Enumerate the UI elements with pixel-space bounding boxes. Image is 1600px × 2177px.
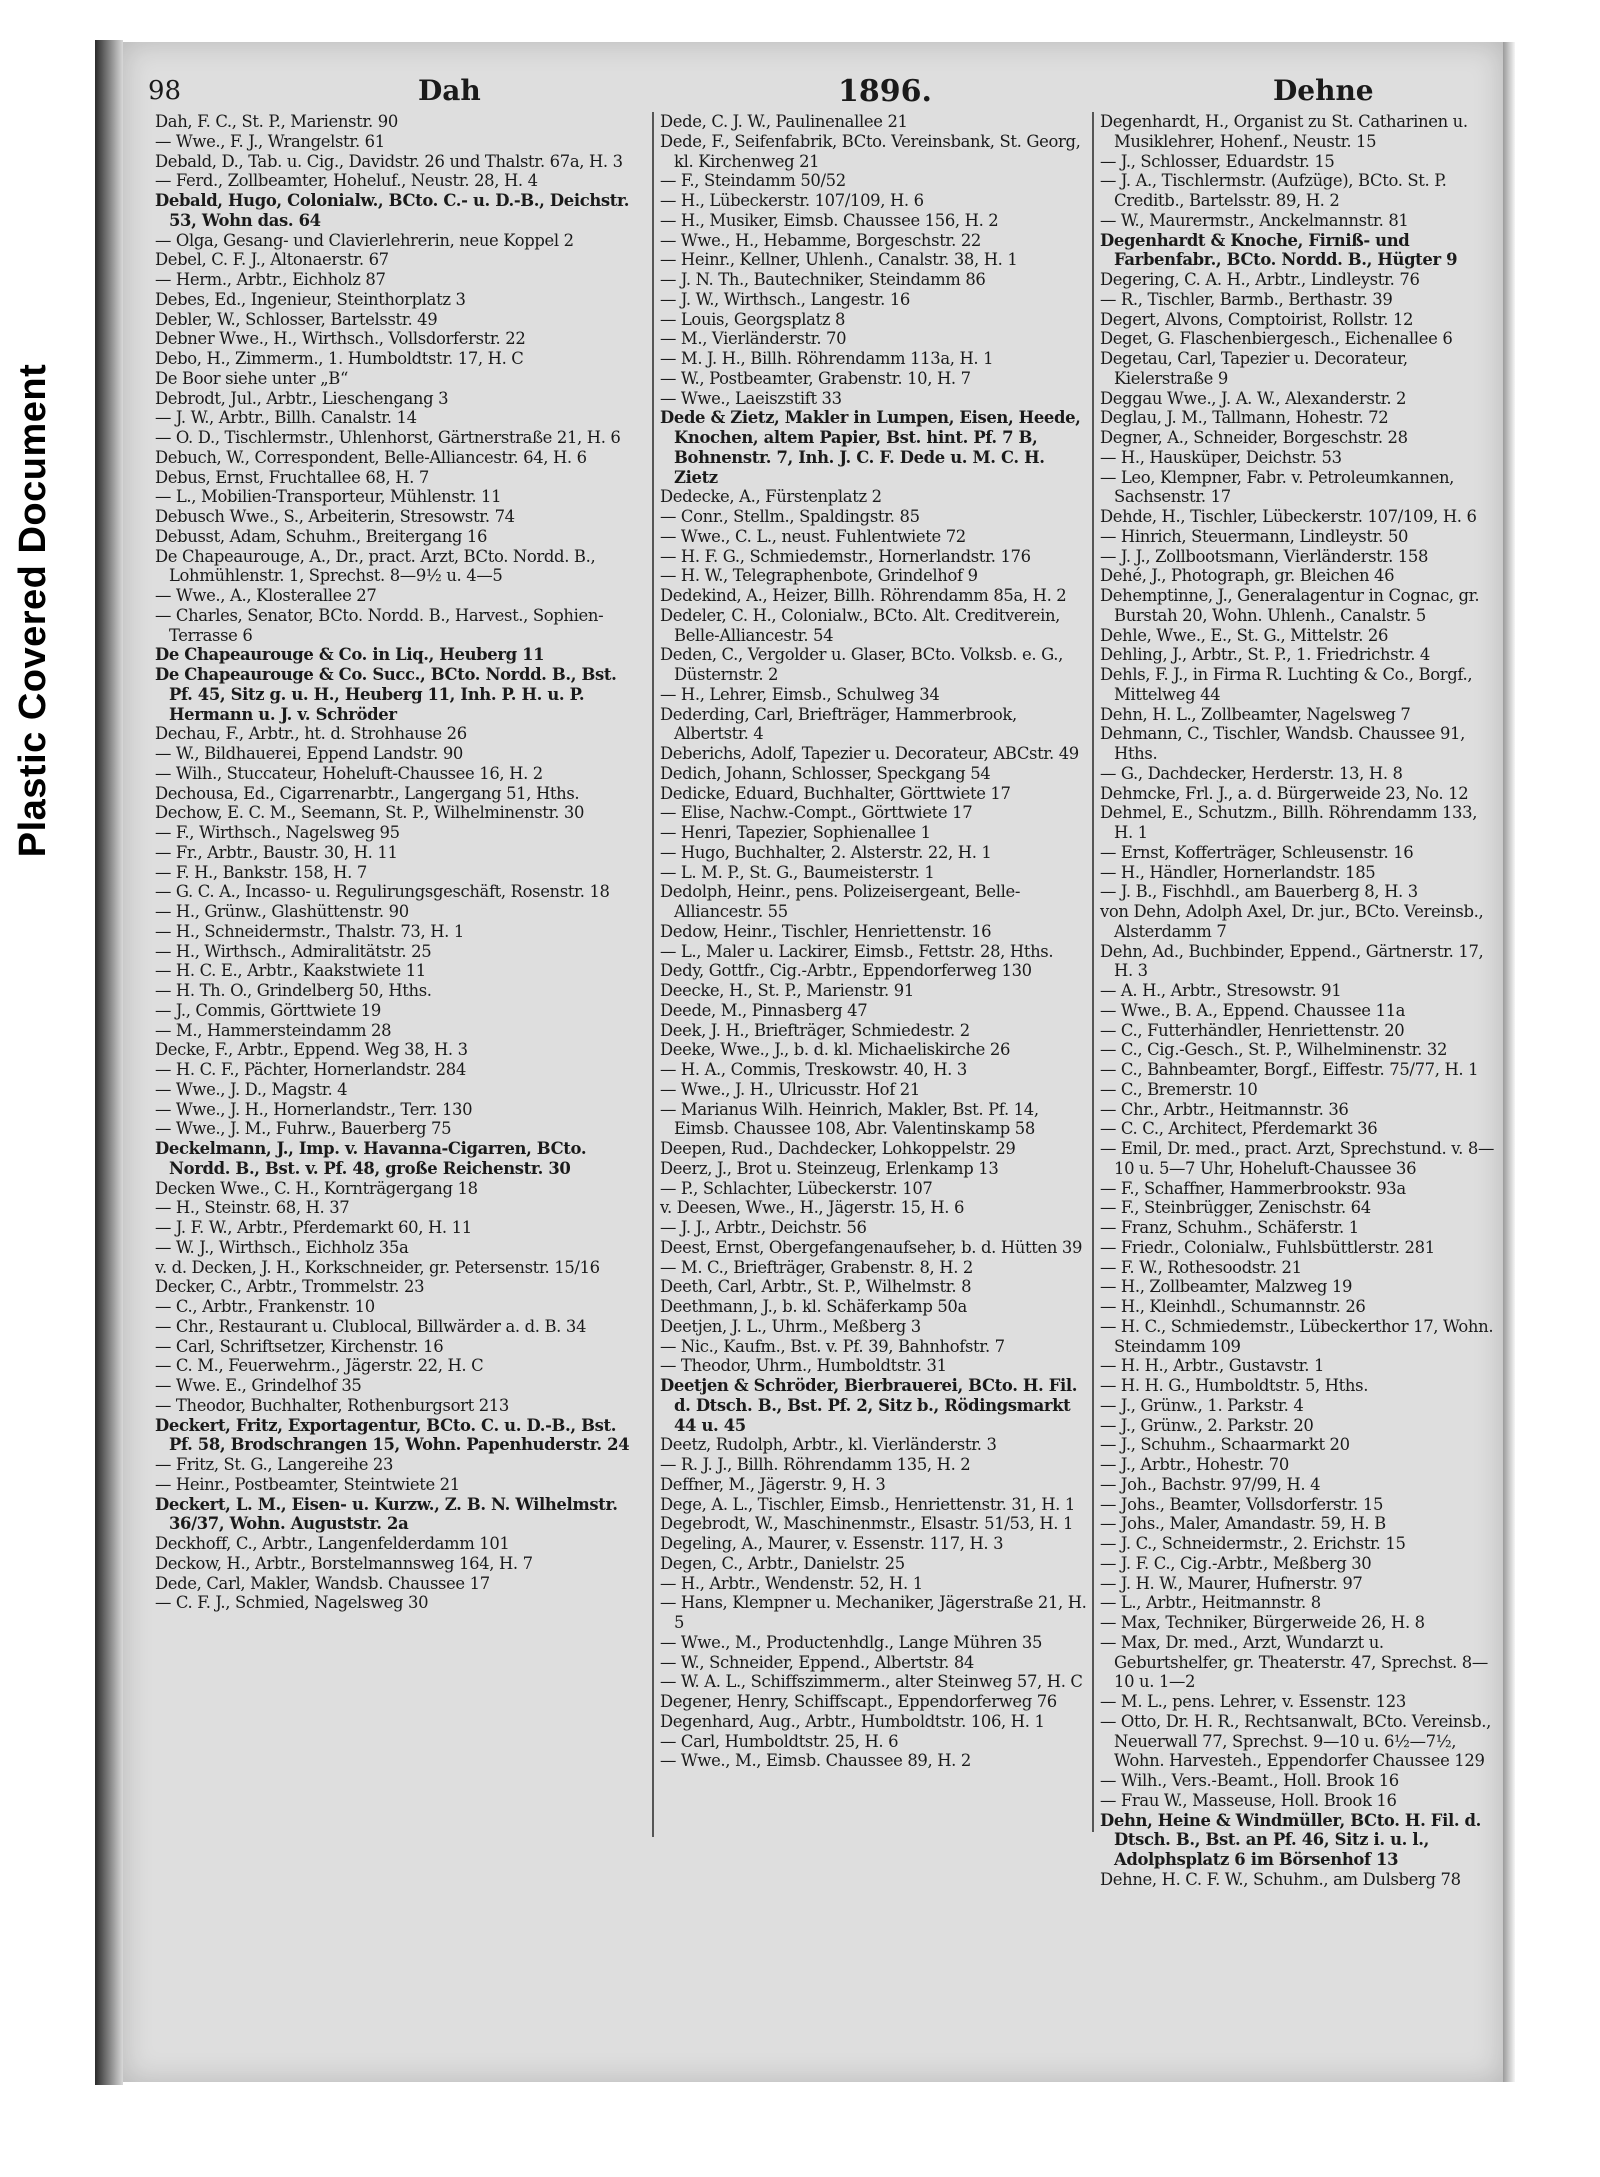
directory-entry: Dehde, H., Tischler, Lübeckerstr. 107/109, H. 6 xyxy=(1100,507,1477,526)
directory-entry: — G., Dachdecker, Herderstr. 13, H. 8 xyxy=(1100,763,1403,783)
directory-entry: Dehn, Heine & Windmüller, BCto. H. Fil. d. Dtsch. B., Bst. an Pf. 46, Sitz i. u. l., Adolphsplatz 6 im Börsenhof 13 xyxy=(1100,1810,1482,1869)
directory-entry: Debel, C. F. J., Altonaerstr. 67 xyxy=(155,250,389,270)
directory-entry: Degering, C. A. H., Arbtr., Lindleystr. 76 xyxy=(1100,270,1420,289)
directory-entry: Dehé, J., Photograph, gr. Bleichen 46 xyxy=(1100,566,1395,586)
directory-entry: — Louis, Georgsplatz 8 xyxy=(660,309,846,329)
directory-entry: — H. H., Arbtr., Gustavstr. 1 xyxy=(1100,1356,1325,1376)
directory-entry: Debusst, Adam, Schuhm., Breitergang 16 xyxy=(155,526,488,546)
scan-side-label xyxy=(4,330,64,890)
binding-shadow xyxy=(95,40,123,2085)
directory-entry: — L. M. P., St. G., Baumeisterstr. 1 xyxy=(660,862,935,882)
directory-entry: Dede, C. J. W., Paulinenallee 21 xyxy=(660,112,908,131)
directory-entry: — C., Futterhändler, Henriettenstr. 20 xyxy=(1100,1020,1405,1040)
directory-entry: — Chr., Restaurant u. Clublocal, Billwärder a. d. B. 34 xyxy=(155,1316,587,1336)
directory-entry: Deetjen & Schröder, Bierbrauerei, BCto. H. Fil. d. Dtsch. B., Bst. Pf. 2, Sitz b., Rödingsmarkt 44 u. 45 xyxy=(660,1376,1078,1435)
directory-entry: — Theodor, Buchhalter, Rothenburgsort 213 xyxy=(155,1395,509,1415)
directory-column-3 xyxy=(1100,112,1500,1890)
directory-entry: Deckhoff, C., Arbtr., Langenfelderdamm 101 xyxy=(155,1534,510,1553)
directory-entry: Deckert, Fritz, Exportagentur, BCto. C. u. D.-B., Bst. Pf. 58, Brodschrangen 15, Wohn. Papenhuderstr. 24 xyxy=(155,1415,630,1455)
directory-entry: — J. B., Fischhdl., am Bauerberg 8, H. 3 xyxy=(1100,882,1418,902)
directory-entry: — J., Grünw., 1. Parkstr. 4 xyxy=(1100,1395,1304,1415)
directory-entry: Dedy, Gottfr., Cig.-Arbtr., Eppendorferweg 130 xyxy=(660,961,1032,981)
directory-entry: — C., Arbtr., Frankenstr. 10 xyxy=(155,1297,375,1316)
directory-entry: — G. C. A., Incasso- u. Regulirungsgeschäft, Rosenstr. 18 xyxy=(155,882,610,902)
directory-entry: — L., Maler u. Lackirer, Eimsb., Fettstr. 28, Hths. xyxy=(660,941,1054,961)
directory-entry: — J. J., Zollbootsmann, Vierländerstr. 158 xyxy=(1100,546,1429,566)
directory-entry: — J. A., Tischlermstr. (Aufzüge), BCto. St. P. Creditb., Bartelsstr. 89, H. 2 xyxy=(1100,171,1447,210)
directory-entry: Deckert, L. M., Eisen- u. Kurzw., Z. B. N. Wilhelmstr. 36/37, Wohn. Auguststr. 2a xyxy=(155,1494,618,1534)
directory-entry: Deglau, J. M., Tallmann, Hohestr. 72 xyxy=(1100,408,1389,428)
directory-entry: — C. F. J., Schmied, Nagelsweg 30 xyxy=(155,1593,429,1613)
directory-entry: Dedich, Johann, Schlosser, Speckgang 54 xyxy=(660,763,991,783)
directory-entry: — C., Bahnbeamter, Borgf., Eiffestr. 75/77, H. 1 xyxy=(1100,1060,1479,1079)
side-label-text: Plastic Covered Document xyxy=(12,363,55,857)
directory-entry: Dehling, J., Arbtr., St. P., 1. Friedrichstr. 4 xyxy=(1100,645,1430,665)
directory-entry: — H., Arbtr., Wendenstr. 52, H. 1 xyxy=(660,1573,923,1593)
directory-entry: — Wwe. E., Grindelhof 35 xyxy=(155,1376,362,1395)
directory-entry: — Wwe., F. J., Wrangelstr. 61 xyxy=(155,131,385,151)
directory-entry: Dechow, E. C. M., Seemann, St. P., Wilhelminenstr. 30 xyxy=(155,803,585,823)
directory-entry: Decker, C., Arbtr., Trommelstr. 23 xyxy=(155,1277,425,1297)
directory-entry: Deden, C., Vergolder u. Glaser, BCto. Volksb. e. G., Düsternstr. 2 xyxy=(660,645,1063,684)
directory-entry: — R. J. J., Billh. Röhrendamm 135, H. 2 xyxy=(660,1455,971,1474)
directory-entry: Deget, G. Flaschenbiergesch., Eichenallee 6 xyxy=(1100,329,1453,349)
directory-entry: — H., Lübeckerstr. 107/109, H. 6 xyxy=(660,191,924,210)
directory-entry: — H. H. G., Humboldtstr. 5, Hths. xyxy=(1100,1376,1369,1395)
directory-entry: — Wilh., Vers.-Beamt., Holl. Brook 16 xyxy=(1100,1771,1399,1790)
directory-entry: — H., Kleinhdl., Schumannstr. 26 xyxy=(1100,1297,1366,1316)
directory-entry: — H., Musiker, Eimsb. Chaussee 156, H. 2 xyxy=(660,210,999,230)
directory-entry: Dechau, F., Arbtr., ht. d. Strohhause 26 xyxy=(155,724,467,744)
directory-entry: von Dehn, Adolph Axel, Dr. jur., BCto. Vereinsb., Alsterdamm 7 xyxy=(1100,902,1484,941)
directory-entry: — J. W., Arbtr., Billh. Canalstr. 14 xyxy=(155,408,417,428)
directory-entry: Deeth, Carl, Arbtr., St. P., Wilhelmstr. 8 xyxy=(660,1277,972,1297)
directory-entry: — Leo, Klempner, Fabr. v. Petroleumkannen, Sachsenstr. 17 xyxy=(1100,467,1455,507)
directory-entry: Debus, Ernst, Fruchtallee 68, H. 7 xyxy=(155,467,429,487)
directory-entry: Deckow, H., Arbtr., Borstelmannsweg 164, H. 7 xyxy=(155,1553,533,1573)
directory-entry: — M. J. H., Billh. Röhrendamm 113a, H. 1 xyxy=(660,349,994,368)
directory-entry: — Wwe., B. A., Eppend. Chaussee 11a xyxy=(1100,1000,1406,1020)
directory-entry: Dehmel, E., Schutzm., Billh. Röhrendamm 133, H. 1 xyxy=(1100,803,1478,842)
directory-entry: — Chr., Arbtr., Heitmannstr. 36 xyxy=(1100,1099,1349,1119)
directory-entry: Dehemptinne, J., Generalagentur in Cognac, gr. Burstah 20, Wohn. Uhlenh., Canalstr. 5 xyxy=(1100,586,1480,625)
directory-entry: Deetjen, J. L., Uhrm., Meßberg 3 xyxy=(660,1316,921,1336)
directory-entry: Debusch Wwe., S., Arbeiterin, Stresowstr. 74 xyxy=(155,507,515,526)
directory-entry: — J., Grünw., 2. Parkstr. 20 xyxy=(1100,1415,1314,1435)
directory-entry: — W., Postbeamter, Grabenstr. 10, H. 7 xyxy=(660,368,971,388)
directory-entry: — M. L., pens. Lehrer, v. Essenstr. 123 xyxy=(1100,1692,1406,1711)
directory-entry: — W., Bildhauerei, Eppend Landstr. 90 xyxy=(155,744,463,763)
directory-entry: Deeke, Wwe., J., b. d. kl. Michaeliskirche 26 xyxy=(660,1040,1011,1060)
directory-entry: — P., Schlachter, Lübeckerstr. 107 xyxy=(660,1178,933,1198)
directory-entry: — H., Steinstr. 68, H. 37 xyxy=(155,1198,350,1218)
directory-entry: Deffner, M., Jägerstr. 9, H. 3 xyxy=(660,1474,886,1494)
directory-entry: — Wwe., M., Productenhdlg., Lange Mühren 35 xyxy=(660,1632,1043,1652)
directory-entry: — J. F. C., Cig.-Arbtr., Meßberg 30 xyxy=(1100,1553,1372,1573)
directory-entry: — Hugo, Buchhalter, 2. Alsterstr. 22, H. 1 xyxy=(660,842,992,862)
directory-entry: — F., Steinbrügger, Zenischstr. 64 xyxy=(1100,1198,1371,1218)
directory-entry: — H., Lehrer, Eimsb., Schulweg 34 xyxy=(660,684,940,704)
directory-entry: — C. C., Architect, Pferdemarkt 36 xyxy=(1100,1119,1378,1139)
directory-entry: — H., Grünw., Glashüttenstr. 90 xyxy=(155,902,409,921)
right-running-head: Dehne xyxy=(1273,74,1374,107)
directory-entry: — H., Schneidermstr., Thalstr. 73, H. 1 xyxy=(155,921,464,941)
directory-entry: — Johs., Beamter, Vollsdorferstr. 15 xyxy=(1100,1494,1384,1514)
directory-entry: Degeling, A., Maurer, v. Essenstr. 117, H. 3 xyxy=(660,1534,1004,1553)
directory-entry: De Chapeaurouge, A., Dr., pract. Arzt, BCto. Nordd. B., Lohmühlenstr. 1, Sprechst. 8—9½ u. 4—5 xyxy=(155,546,596,586)
directory-entry: Degebrodt, W., Maschinenmstr., Elsastr. 51/53, H. 1 xyxy=(660,1514,1074,1534)
directory-entry: — J., Schuhm., Schaarmarkt 20 xyxy=(1100,1435,1350,1455)
directory-entry: — Frau W., Masseuse, Holl. Brook 16 xyxy=(1100,1790,1397,1810)
directory-entry: — J. N. Th., Bautechniker, Steindamm 86 xyxy=(660,270,986,289)
directory-entry: — Joh., Bachstr. 97/99, H. 4 xyxy=(1100,1474,1321,1494)
directory-entry: Deede, M., Pinnasberg 47 xyxy=(660,1000,868,1020)
directory-column-1 xyxy=(155,112,643,1613)
directory-entry: — Wwe., Laeiszstift 33 xyxy=(660,388,842,408)
directory-entry: Dedolph, Heinr., pens. Polizeisergeant, Belle-Alliancestr. 55 xyxy=(660,882,1021,921)
directory-entry: v. Deesen, Wwe., H., Jägerstr. 15, H. 6 xyxy=(660,1198,965,1218)
directory-entry: Deberichs, Adolf, Tapezier u. Decorateur, ABCstr. 49 xyxy=(660,744,1079,763)
directory-entry: — F., Steindamm 50/52 xyxy=(660,171,846,191)
directory-entry: — J., Commis, Görttwiete 19 xyxy=(155,1000,381,1020)
directory-entry: — W., Schneider, Eppend., Albertstr. 84 xyxy=(660,1652,974,1672)
directory-entry: Deetz, Rudolph, Arbtr., kl. Vierländerstr. 3 xyxy=(660,1435,997,1455)
directory-entry: Dege, A. L., Tischler, Eimsb., Henriettenstr. 31, H. 1 xyxy=(660,1494,1075,1514)
directory-entry: Debald, D., Tab. u. Cig., Davidstr. 26 und Thalstr. 67a, H. 3 xyxy=(155,151,623,171)
directory-entry: Degert, Alvons, Comptoirist, Rollstr. 12 xyxy=(1100,309,1414,329)
directory-entry: — W. J., Wirthsch., Eichholz 35a xyxy=(155,1237,409,1257)
directory-entry: — F., Schaffner, Hammerbrookstr. 93a xyxy=(1100,1178,1406,1198)
left-running-head: Dah xyxy=(418,74,481,107)
directory-entry: — Henri, Tapezier, Sophienallee 1 xyxy=(660,823,931,842)
directory-entry: — Hans, Klempner u. Mechaniker, Jägerstraße 21, H. 5 xyxy=(660,1593,1087,1632)
directory-entry: Dechousa, Ed., Cigarrenarbtr., Langergang 51, Hths. xyxy=(155,783,580,803)
directory-entry: — Fritz, St. G., Langereihe 23 xyxy=(155,1455,394,1474)
directory-entry: — F., Wirthsch., Nagelsweg 95 xyxy=(155,823,400,842)
directory-entry: — H. A., Commis, Treskowstr. 40, H. 3 xyxy=(660,1060,967,1079)
column-divider xyxy=(1092,112,1094,1832)
directory-entry: — R., Tischler, Barmb., Berthastr. 39 xyxy=(1100,289,1393,309)
directory-entry: — Theodor, Uhrm., Humboldtstr. 31 xyxy=(660,1356,947,1376)
directory-entry: — H. C. F., Pächter, Hornerlandstr. 284 xyxy=(155,1060,466,1079)
directory-entry: Decke, F., Arbtr., Eppend. Weg 38, H. 3 xyxy=(155,1040,468,1060)
directory-entry: — Max, Dr. med., Arzt, Wundarzt u. Geburtshelfer, gr. Theaterstr. 47, Sprechst. 8—10 u. 1—2 xyxy=(1100,1632,1488,1692)
page-number: 98 xyxy=(148,76,182,106)
page-header xyxy=(148,70,1378,110)
directory-entry: — W. A. L., Schiffszimmerm., alter Steinweg 57, H. C xyxy=(660,1672,1083,1692)
directory-entry: — C., Cig.-Gesch., St. P., Wilhelminenstr. 32 xyxy=(1100,1040,1448,1060)
directory-entry: Debo, H., Zimmerm., 1. Humboldtstr. 17, H. C xyxy=(155,349,524,368)
directory-entry: — Otto, Dr. H. R., Rechtsanwalt, BCto. Vereinsb., Neuerwall 77, Sprechst. 9—10 u. 6½—7½, Wohn. Harvesteh., Eppendorfer Chaussee 129 xyxy=(1100,1711,1491,1771)
directory-entry: Degenhardt & Knoche, Firniß- und Farbenfabr., BCto. Nordd. B., Hügter 9 xyxy=(1100,230,1458,270)
directory-entry: — Marianus Wilh. Heinrich, Makler, Bst. Pf. 14, Eimsb. Chaussee 108, Abr. Valentinskamp 58 xyxy=(660,1099,1039,1139)
directory-entry: Dehn, Ad., Buchbinder, Eppend., Gärtnerstr. 17, H. 3 xyxy=(1100,941,1484,981)
directory-entry: — Emil, Dr. med., pract. Arzt, Sprechstund. v. 8—10 u. 5—7 Uhr, Hoheluft-Chaussee 36 xyxy=(1100,1139,1494,1178)
directory-entry: — C., Bremerstr. 10 xyxy=(1100,1079,1258,1099)
directory-entry: — Elise, Nachw.-Compt., Görttwiete 17 xyxy=(660,803,973,823)
directory-entry: — Wwe., A., Klosterallee 27 xyxy=(155,586,377,605)
directory-entry: Debrodt, Jul., Arbtr., Lieschengang 3 xyxy=(155,388,449,408)
directory-entry: — Olga, Gesang- und Clavierlehrerin, neue Koppel 2 xyxy=(155,230,574,250)
directory-entry: — C. M., Feuerwehrm., Jägerstr. 22, H. C xyxy=(155,1356,484,1376)
directory-entry: Debler, W., Schlosser, Bartelsstr. 49 xyxy=(155,309,438,329)
directory-entry: De Chapeaurouge & Co. Succ., BCto. Nordd. B., Bst. Pf. 45, Sitz g. u. H., Heuberg 11, Inh. P. H. u. P. Hermann u. J. v. Schröder xyxy=(155,665,617,724)
directory-entry: Deest, Ernst, Obergefangenaufseher, b. d. Hütten 39 xyxy=(660,1237,1083,1257)
directory-entry: — L., Arbtr., Heitmannstr. 8 xyxy=(1100,1593,1321,1613)
directory-entry: — H. F. G., Schmiedemstr., Hornerlandstr. 176 xyxy=(660,546,1031,566)
directory-entry: — Hinrich, Steuermann, Lindleystr. 50 xyxy=(1100,526,1409,546)
directory-entry: — Max, Techniker, Bürgerweide 26, H. 8 xyxy=(1100,1613,1425,1632)
directory-entry: Deerz, J., Brot u. Steinzeug, Erlenkamp 13 xyxy=(660,1158,999,1178)
directory-entry: Dedeler, C. H., Colonialw., BCto. Alt. Creditverein, Belle-Alliancestr. 54 xyxy=(660,605,1061,645)
directory-entry: — Carl, Humboldtstr. 25, H. 6 xyxy=(660,1731,899,1751)
directory-entry: Dehle, Wwe., E., St. G., Mittelstr. 26 xyxy=(1100,625,1389,645)
directory-entry: Dede, F., Seifenfabrik, BCto. Vereinsbank, St. Georg, kl. Kirchenweg 21 xyxy=(660,131,1081,171)
directory-entry: — Wwe., J. H., Ulricusstr. Hof 21 xyxy=(660,1079,920,1099)
directory-entry: Debes, Ed., Ingenieur, Steinthorplatz 3 xyxy=(155,289,466,309)
directory-entry: — Wwe., J. D., Magstr. 4 xyxy=(155,1079,348,1099)
directory-entry: — L., Mobilien-Transporteur, Mühlenstr. 11 xyxy=(155,487,502,507)
directory-column-2 xyxy=(660,112,1092,1771)
directory-entry: Deggau Wwe., J. A. W., Alexanderstr. 2 xyxy=(1100,388,1407,408)
directory-entry: — Herm., Arbtr., Eichholz 87 xyxy=(155,270,386,289)
directory-entry: — F. W., Rothesoodstr. 21 xyxy=(1100,1257,1302,1277)
directory-entry: — Wwe., H., Hebamme, Borgeschstr. 22 xyxy=(660,230,981,250)
directory-entry: — Carl, Schriftsetzer, Kirchenstr. 16 xyxy=(155,1336,444,1356)
directory-entry: — J. C., Schneidermstr., 2. Erichstr. 15 xyxy=(1100,1534,1406,1553)
directory-entry: — Fr., Arbtr., Baustr. 30, H. 11 xyxy=(155,842,398,862)
column-divider xyxy=(652,112,654,1837)
directory-entry: Dedekind, A., Heizer, Billh. Röhrendamm 85a, H. 2 xyxy=(660,586,1067,605)
directory-entry: — Friedr., Colonialw., Fuhlsbüttlerstr. 281 xyxy=(1100,1237,1435,1257)
directory-entry: Dah, F. C., St. P., Marienstr. 90 xyxy=(155,112,398,131)
directory-entry: — Franz, Schuhm., Schäferstr. 1 xyxy=(1100,1218,1359,1237)
directory-entry: Dede, Carl, Makler, Wandsb. Chaussee 17 xyxy=(155,1573,490,1593)
directory-entry: — J., Schlosser, Eduardstr. 15 xyxy=(1100,151,1335,171)
directory-entry: Dehn, H. L., Zollbeamter, Nagelsweg 7 xyxy=(1100,704,1411,724)
directory-entry: Deethmann, J., b. kl. Schäferkamp 50a xyxy=(660,1297,967,1316)
directory-entry: Decken Wwe., C. H., Kornträgergang 18 xyxy=(155,1178,478,1198)
directory-entry: Dehls, F. J., in Firma R. Luchting & Co., Borgf., Mittelweg 44 xyxy=(1100,665,1473,704)
directory-entry: Dehne, H. C. F. W., Schuhm., am Dulsberg 78 xyxy=(1100,1869,1461,1889)
directory-entry: Deckelmann, J., Imp. v. Havanna-Cigarren, BCto. Nordd. B., Bst. v. Pf. 48, große Reichenstr. 30 xyxy=(155,1139,587,1178)
directory-entry: — H. W., Telegraphenbote, Grindelhof 9 xyxy=(660,566,978,586)
directory-entry: — W., Maurermstr., Anckelmannstr. 81 xyxy=(1100,210,1409,230)
page-edge xyxy=(1503,42,1515,2082)
directory-entry: — A. H., Arbtr., Stresowstr. 91 xyxy=(1100,981,1342,1000)
directory-entry: — M., Hammersteindamm 28 xyxy=(155,1020,392,1040)
directory-entry: Debner Wwe., H., Wirthsch., Vollsdorferstr. 22 xyxy=(155,329,526,349)
directory-entry: Dehmann, C., Tischler, Wandsb. Chaussee 91, Hths. xyxy=(1100,724,1465,763)
directory-entry: Deepen, Rud., Dachdecker, Lohkoppelstr. 29 xyxy=(660,1139,1016,1158)
directory-entry: — Heinr., Postbeamter, Steintwiete 21 xyxy=(155,1474,460,1494)
directory-entry: Deecke, H., St. P., Marienstr. 91 xyxy=(660,981,914,1000)
directory-entry: — Ferd., Zollbeamter, Hoheluf., Neustr. 28, H. 4 xyxy=(155,171,538,191)
directory-entry: — Ernst, Kofferträger, Schleusenstr. 16 xyxy=(1100,842,1414,862)
directory-entry: Dede & Zietz, Makler in Lumpen, Eisen, Heede, Knochen, altem Papier, Bst. hint. Pf. 7 B, Bohnenstr. 7, Inh. J. C. F. Dede u. M. C. H. Zietz xyxy=(660,408,1081,487)
directory-entry: — M. C., Briefträger, Grabenstr. 8, H. 2 xyxy=(660,1257,974,1277)
directory-entry: De Chapeaurouge & Co. in Liq., Heuberg 11 xyxy=(155,645,545,665)
directory-entry: Dedow, Heinr., Tischler, Henriettenstr. 16 xyxy=(660,921,992,941)
directory-entry: — M., Vierländerstr. 70 xyxy=(660,329,847,349)
directory-entry: — O. D., Tischlermstr., Uhlenhorst, Gärtnerstraße 21, H. 6 xyxy=(155,428,621,447)
directory-entry: Debald, Hugo, Colonialw., BCto. C.- u. D.-B., Deichstr. 53, Wohn das. 64 xyxy=(155,191,630,230)
directory-entry: Dederding, Carl, Briefträger, Hammerbrook, Albertstr. 4 xyxy=(660,704,1017,744)
directory-entry: De Boor siehe unter „B“ xyxy=(155,368,349,388)
directory-entry: Degetau, Carl, Tapezier u. Decorateur, Kielerstraße 9 xyxy=(1100,349,1408,388)
directory-entry: Dedecke, A., Fürstenplatz 2 xyxy=(660,487,882,507)
directory-entry: — Wilh., Stuccateur, Hoheluft-Chaussee 16, H. 2 xyxy=(155,763,543,783)
directory-entry: — H. Th. O., Grindelberg 50, Hths. xyxy=(155,981,432,1000)
directory-entry: Degener, Henry, Schiffscapt., Eppendorferweg 76 xyxy=(660,1692,1057,1711)
directory-entry: — H., Zollbeamter, Malzweg 19 xyxy=(1100,1277,1353,1297)
directory-entry: — Heinr., Kellner, Uhlenh., Canalstr. 38, H. 1 xyxy=(660,250,1018,270)
directory-entry: — Wwe., M., Eimsb. Chaussee 89, H. 2 xyxy=(660,1751,971,1771)
directory-entry: — H. C. E., Arbtr., Kaakstwiete 11 xyxy=(155,961,426,981)
directory-entry: — H., Wirthsch., Admiralitätstr. 25 xyxy=(155,941,432,961)
directory-entry: — Conr., Stellm., Spaldingstr. 85 xyxy=(660,507,920,526)
directory-entry: — Wwe., J. M., Fuhrw., Bauerberg 75 xyxy=(155,1119,452,1139)
directory-entry: — H., Hausküper, Deichstr. 53 xyxy=(1100,447,1342,467)
directory-entry: — H., Händler, Hornerlandstr. 185 xyxy=(1100,862,1376,882)
directory-entry: Debuch, W., Correspondent, Belle-Alliancestr. 64, H. 6 xyxy=(155,447,587,467)
directory-entry: — H. C., Schmiedemstr., Lübeckerthor 17, Wohn. Steindamm 109 xyxy=(1100,1316,1494,1356)
directory-entry: — J. H. W., Maurer, Hufnerstr. 97 xyxy=(1100,1573,1363,1593)
directory-entry: — J. F. W., Arbtr., Pferdemarkt 60, H. 11 xyxy=(155,1218,472,1237)
year-heading: 1896. xyxy=(838,74,932,109)
directory-entry: Dedicke, Eduard, Buchhalter, Görttwiete 17 xyxy=(660,783,1011,803)
directory-entry: v. d. Decken, J. H., Korkschneider, gr. Petersenstr. 15/16 xyxy=(155,1257,600,1277)
directory-entry: — Charles, Senator, BCto. Nordd. B., Harvest., Sophien-Terrasse 6 xyxy=(155,605,604,645)
directory-entry: Degenhard, Aug., Arbtr., Humboldtstr. 106, H. 1 xyxy=(660,1711,1045,1731)
directory-entry: Dehmcke, Frl. J., a. d. Bürgerweide 23, No. 12 xyxy=(1100,783,1469,803)
directory-entry: — F. H., Bankstr. 158, H. 7 xyxy=(155,862,367,882)
directory-entry: Deek, J. H., Briefträger, Schmiedestr. 2 xyxy=(660,1020,970,1040)
directory-entry: — Wwe., J. H., Hornerlandstr., Terr. 130 xyxy=(155,1099,473,1119)
directory-entry: — J. W., Wirthsch., Langestr. 16 xyxy=(660,289,910,309)
directory-entry: — J. J., Arbtr., Deichstr. 56 xyxy=(660,1218,867,1237)
directory-entry: — J., Arbtr., Hohestr. 70 xyxy=(1100,1455,1289,1474)
directory-entry: Degen, C., Arbtr., Danielstr. 25 xyxy=(660,1553,905,1573)
directory-entry: — Wwe., C. L., neust. Fuhlentwiete 72 xyxy=(660,526,966,546)
directory-entry: Degenhardt, H., Organist zu St. Catharinen u. Musiklehrer, Hohenf., Neustr. 15 xyxy=(1100,112,1468,151)
directory-entry: — Johs., Maler, Amandastr. 59, H. B xyxy=(1100,1514,1386,1534)
directory-entry: — Nic., Kaufm., Bst. v. Pf. 39, Bahnhofstr. 7 xyxy=(660,1336,1005,1356)
directory-entry: Degner, A., Schneider, Borgeschstr. 28 xyxy=(1100,428,1408,447)
